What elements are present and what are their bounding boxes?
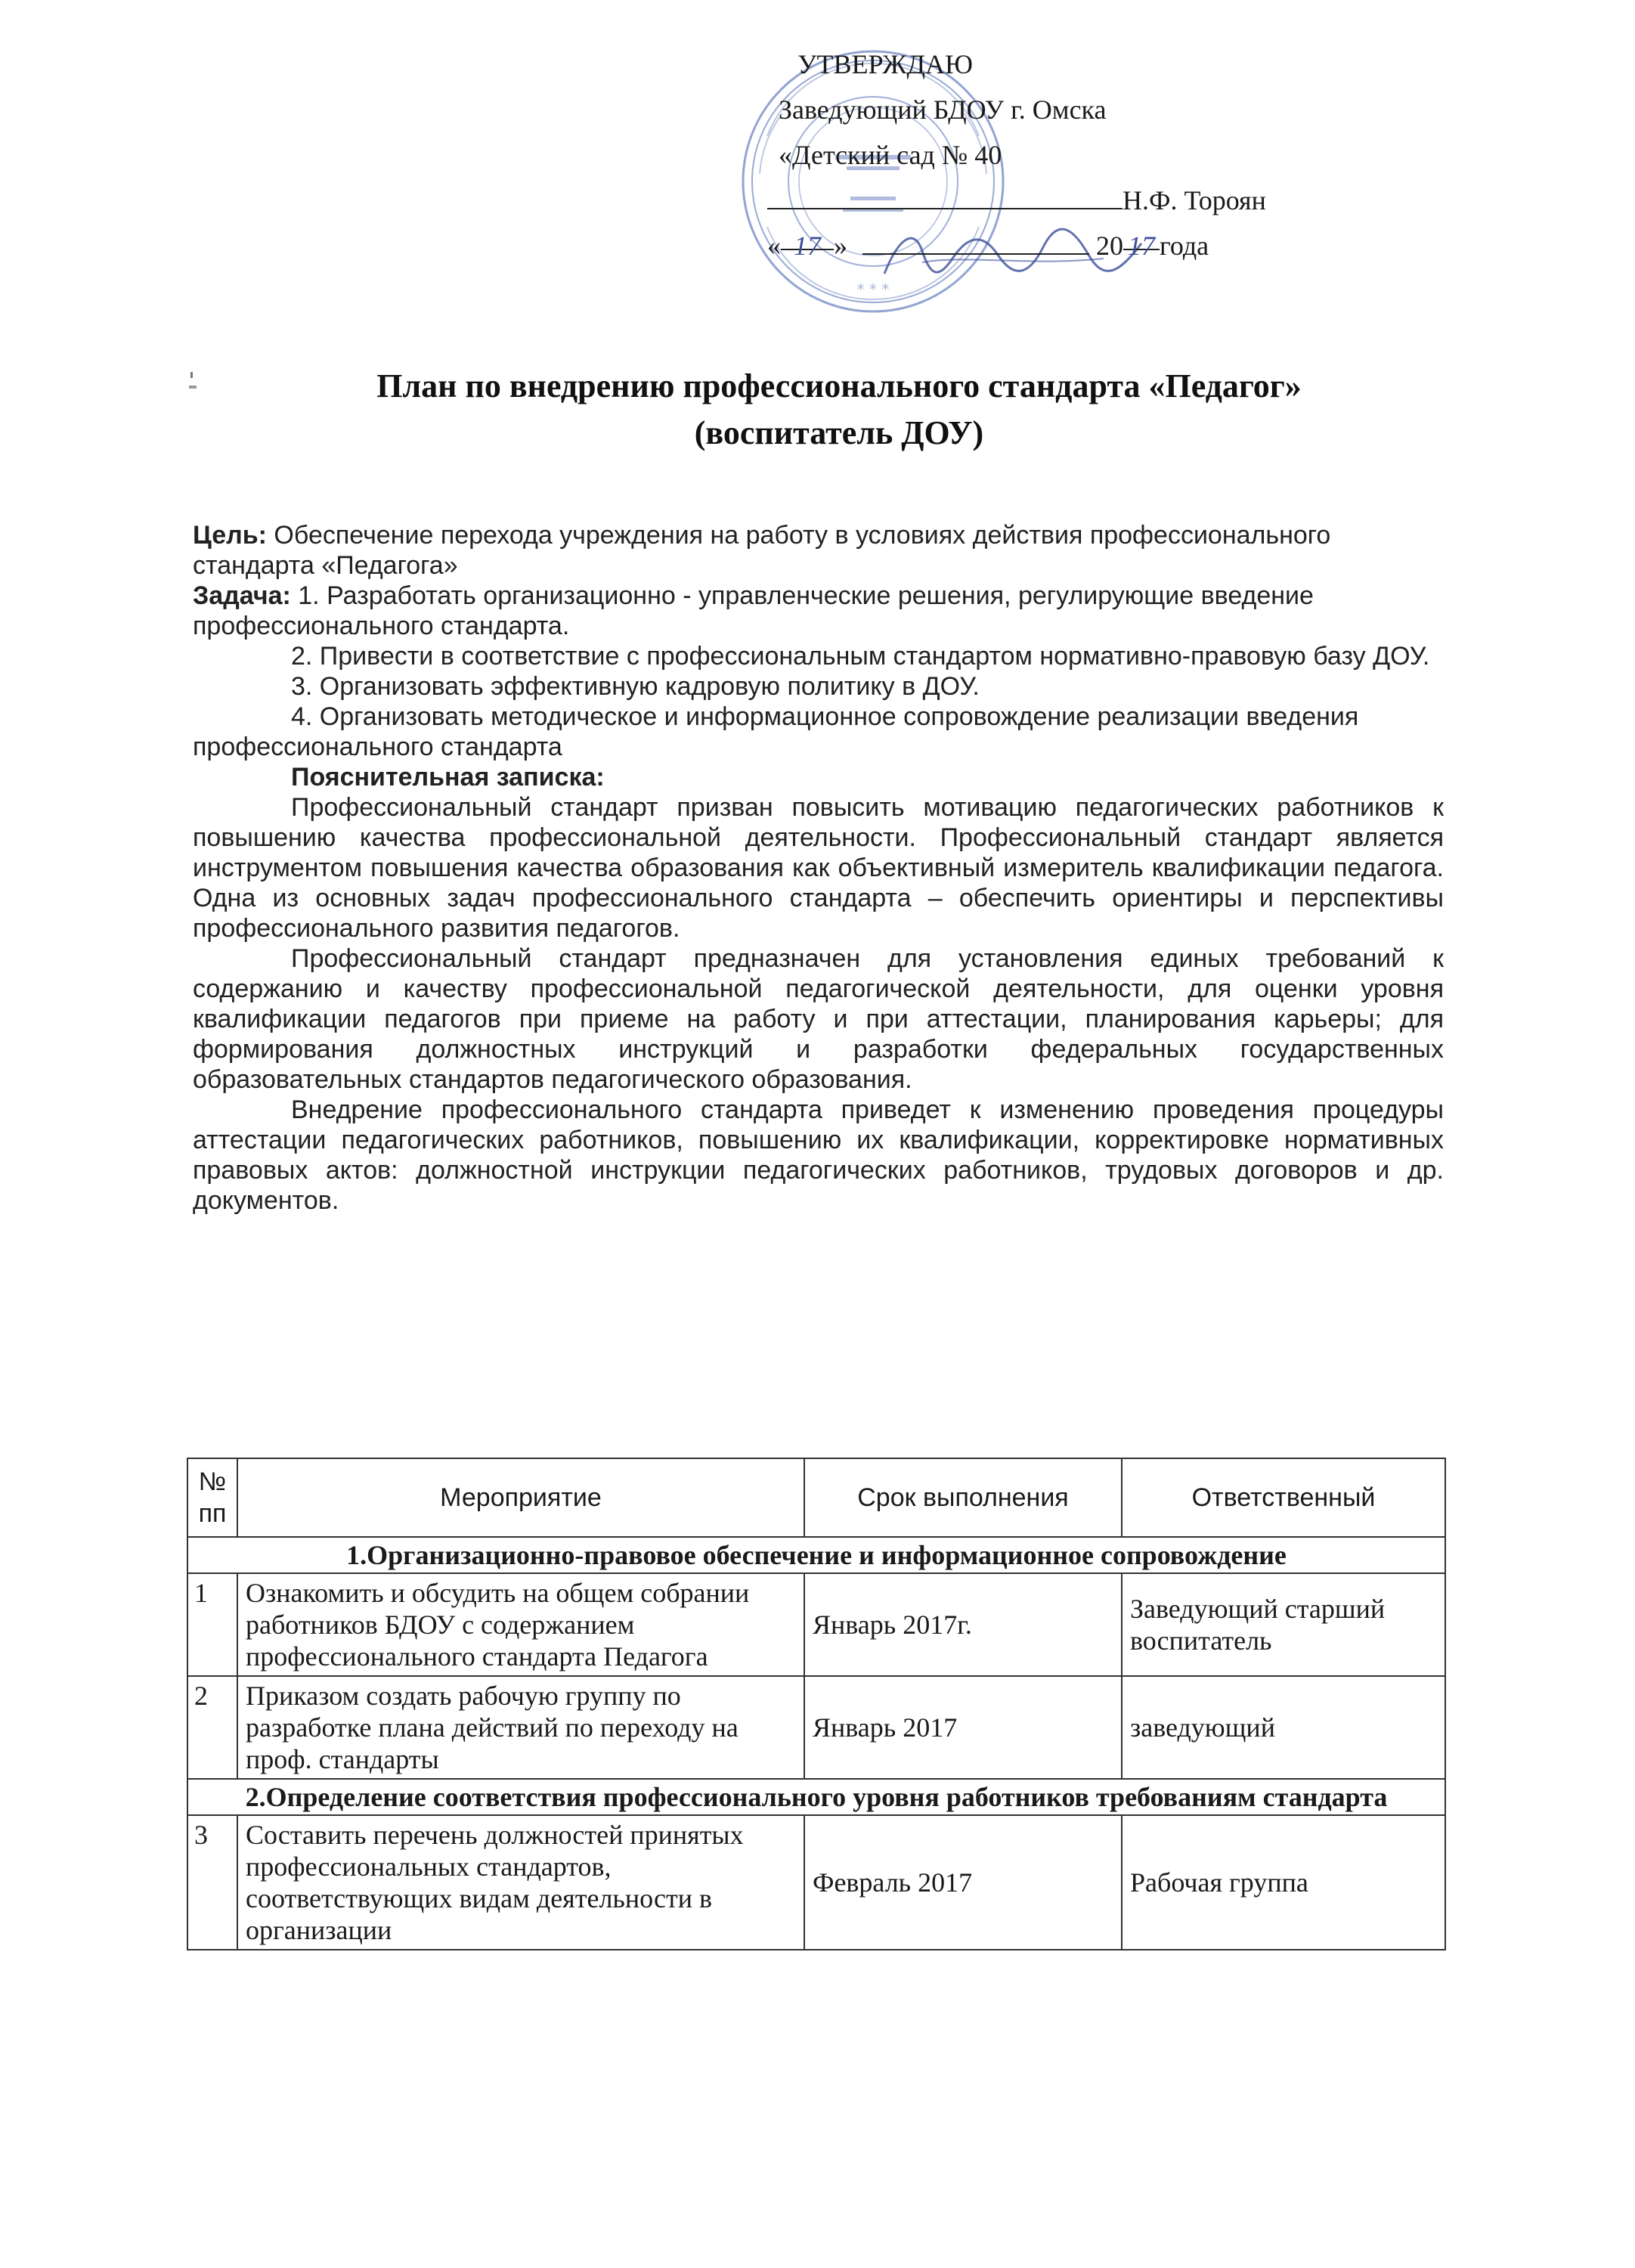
goal-label: Цель: xyxy=(193,521,267,550)
approval-heading: УТВЕРЖДАЮ xyxy=(797,49,974,79)
header-event: Мероприятие xyxy=(237,1458,804,1537)
signature-line xyxy=(767,182,1123,209)
date-month-line xyxy=(862,228,1089,255)
row-num: 1 xyxy=(187,1573,237,1676)
goal-text: Обеспечение перехода учреждения на работу в условиях действия профессионального стандарта «Педагога» xyxy=(193,521,1331,580)
date-suffix: года xyxy=(1160,231,1209,261)
intro-section xyxy=(193,520,1444,1216)
task-item-3: 3. Организовать эффективную кадровую политику в ДОУ. xyxy=(291,672,980,701)
header-responsible: Ответственный xyxy=(1122,1458,1445,1537)
table-section-row xyxy=(187,1537,1445,1573)
date-open-quote: « xyxy=(767,231,781,261)
approval-position: Заведующий БДОУ г. Омска xyxy=(779,94,1107,125)
table-row xyxy=(187,1573,1445,1676)
row-responsible: Заведующий старший воспитатель xyxy=(1122,1573,1445,1676)
row-event: Приказом создать рабочую группу по разработке плана действий по переходу на проф. стандарты xyxy=(237,1676,804,1779)
row-responsible: Рабочая группа xyxy=(1122,1815,1445,1950)
approval-date-row xyxy=(767,223,1372,268)
note-paragraph-2: Профессиональный стандарт предназначен для установления единых требований к содержанию и качеству профессиональной педагогической деятельности, для оценки уровня квалификации педагогов при приеме на работу и при аттестации, планирования карьеры; для формирования должностных инструкций и разработки федеральных государственных образовательных стандартов педагогического образования. xyxy=(193,944,1444,1094)
table-row xyxy=(187,1815,1445,1950)
row-num: 2 xyxy=(187,1676,237,1779)
plan-table xyxy=(187,1458,1446,1950)
date-day: 17 xyxy=(781,223,834,250)
note-label: Пояснительная записка: xyxy=(291,763,605,792)
row-responsible: заведующий xyxy=(1122,1676,1445,1779)
document-title-block xyxy=(227,363,1451,457)
task-item-1: 1. Разработать организационно - управленческие решения, регулирующие введение профессионального стандарта. xyxy=(193,581,1314,640)
row-deadline: Январь 2017г. xyxy=(804,1573,1122,1676)
row-event: Ознакомить и обсудить на общем собрании работников БДОУ с содержанием профессионального стандарта Педагога xyxy=(237,1573,804,1676)
row-deadline: Февраль 2017 xyxy=(804,1815,1122,1950)
document-title: План по внедрению профессионального стандарта «Педагог» xyxy=(376,367,1302,404)
date-year: 17 xyxy=(1123,223,1160,250)
approval-signer: Н.Ф. Тороян xyxy=(1123,185,1266,215)
goal-paragraph xyxy=(193,520,1444,581)
row-event: Составить перечень должностей принятых профессиональных стандартов, соответствующих видам деятельности в организации xyxy=(237,1815,804,1950)
task-label: Задача: xyxy=(193,581,291,610)
approval-organization: «Детский сад № 40 xyxy=(779,140,1002,170)
document-subtitle: (воспитатель ДОУ) xyxy=(694,414,984,451)
date-year-prefix: 20 xyxy=(1096,231,1123,261)
note-paragraph-3: Внедрение профессионального стандарта приведет к изменению проведения процедуры аттестации педагогических работников, повышению их квалификации, корректировке нормативных правовых актов: должностной инструкции педагогических работников, трудовых договоров и др. документов. xyxy=(193,1095,1444,1215)
date-close-quote: » xyxy=(834,231,847,261)
row-deadline: Январь 2017 xyxy=(804,1676,1122,1779)
row-num: 3 xyxy=(187,1815,237,1950)
task-paragraph xyxy=(193,581,1444,641)
task-item-2: 2. Привести в соответствие с профессиональным стандартом нормативно-правовую базу ДОУ. xyxy=(291,642,1430,671)
note-paragraph-1: Профессиональный стандарт призван повысить мотивацию педагогических работников к повышению качества профессиональной деятельности. Профессиональный стандарт является инструментом повышения качества образования как объективный измеритель квалификации педагога. Одна из основных задач профессионального стандарта – обеспечить ориентиры и перспективы профессионального развития педагогов. xyxy=(193,793,1444,943)
svg-text:* * *: * * * xyxy=(856,280,890,299)
section-1-title: 1.Организационно-правовое обеспечение и информационное сопровождение xyxy=(187,1537,1445,1573)
table-section-row xyxy=(187,1779,1445,1815)
approval-signer-row xyxy=(767,178,1372,223)
header-deadline: Срок выполнения xyxy=(804,1458,1122,1537)
table-row xyxy=(187,1676,1445,1779)
task-item-4: 4. Организовать методическое и информационное сопровождение реализации введения профессионального стандарта xyxy=(193,702,1359,761)
section-2-title: 2.Определение соответствия профессионального уровня работников требованиям стандарта xyxy=(187,1779,1445,1815)
header-num: № пп xyxy=(187,1458,237,1537)
scan-mark xyxy=(187,370,198,401)
table-header-row xyxy=(187,1458,1445,1537)
approval-block xyxy=(767,42,1372,268)
